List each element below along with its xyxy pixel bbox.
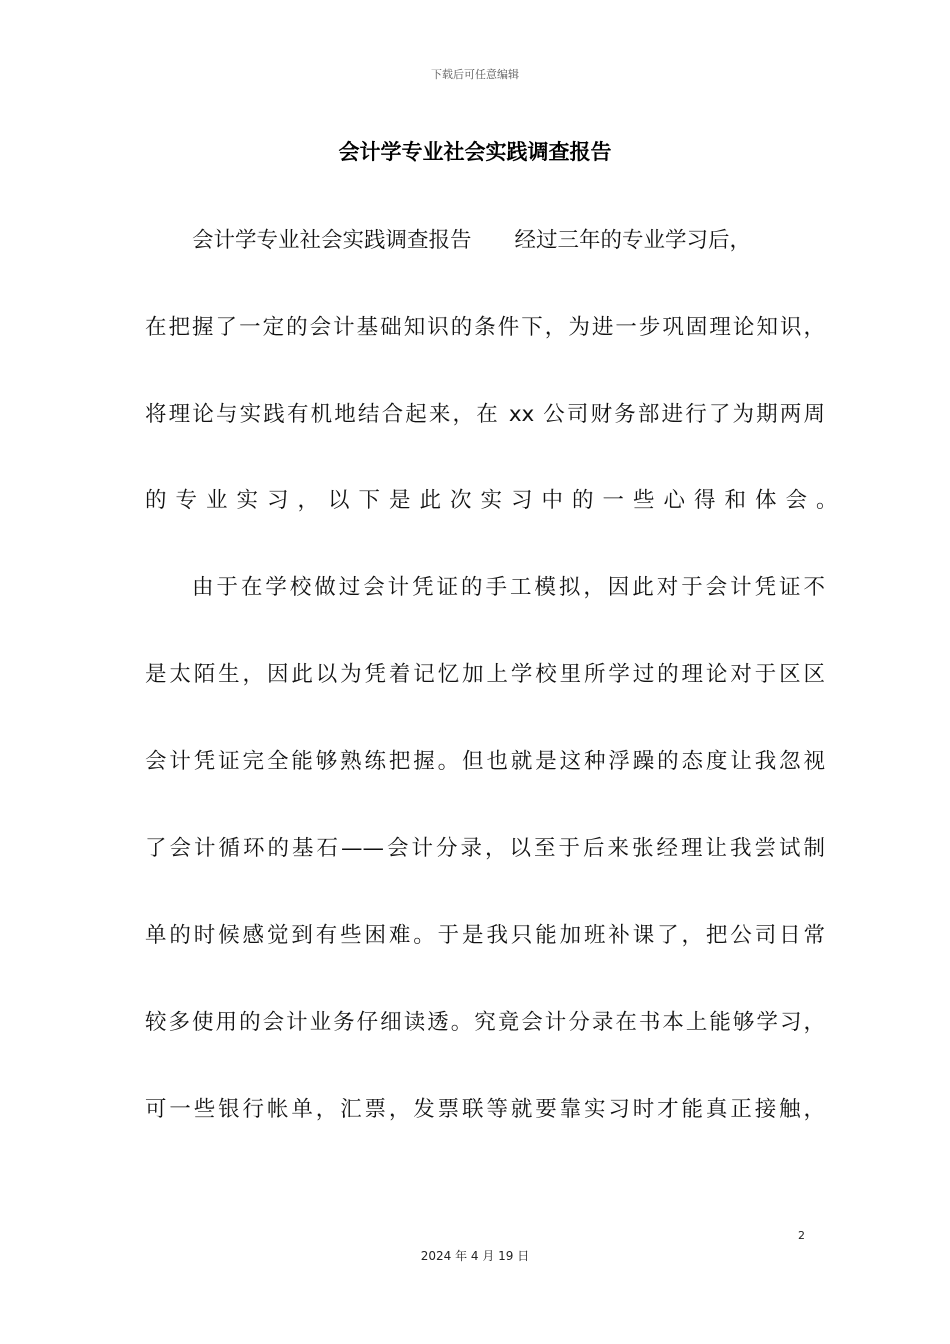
- paragraph-line: 了会计循环的基石——会计分录，以至于后来张经理让我尝试制: [145, 836, 825, 861]
- paragraph-line: 会计学专业社会实践调查报告 经过三年的专业学习后，: [192, 228, 752, 253]
- page-number: 2: [798, 1229, 805, 1242]
- paragraph-line: 将理论与实践有机地结合起来，在 xx 公司财务部进行了为期两周: [145, 402, 825, 427]
- paragraph-line: 会计凭证完全能够熟练把握。但也就是这种浮躁的态度让我忽视: [145, 749, 825, 774]
- paragraph-line: 的专业实习，以下是此次实习中的一些心得和体会。: [145, 488, 847, 513]
- paragraph-line: 由于在学校做过会计凭证的手工模拟，因此对于会计凭证不: [192, 575, 825, 600]
- paragraph-line: 较多使用的会计业务仔细读透。究竟会计分录在书本上能够学习，: [145, 1010, 825, 1035]
- paragraph-line: 是太陌生，因此以为凭着记忆加上学校里所学过的理论对于区区: [145, 662, 825, 687]
- header-note: 下载后可任意编辑: [431, 68, 519, 81]
- paragraph-line: 单的时候感觉到有些困难。于是我只能加班补课了，把公司日常: [145, 923, 825, 948]
- paragraph-line: 在把握了一定的会计基础知识的条件下，为进一步巩固理论知识，: [145, 315, 825, 340]
- document-title: 会计学专业社会实践调查报告: [338, 140, 612, 164]
- paragraph-line: 可一些银行帐单，汇票，发票联等就要靠实习时才能真正接触，: [145, 1097, 825, 1122]
- footer-date: 2024 年 4 月 19 日: [420, 1249, 530, 1263]
